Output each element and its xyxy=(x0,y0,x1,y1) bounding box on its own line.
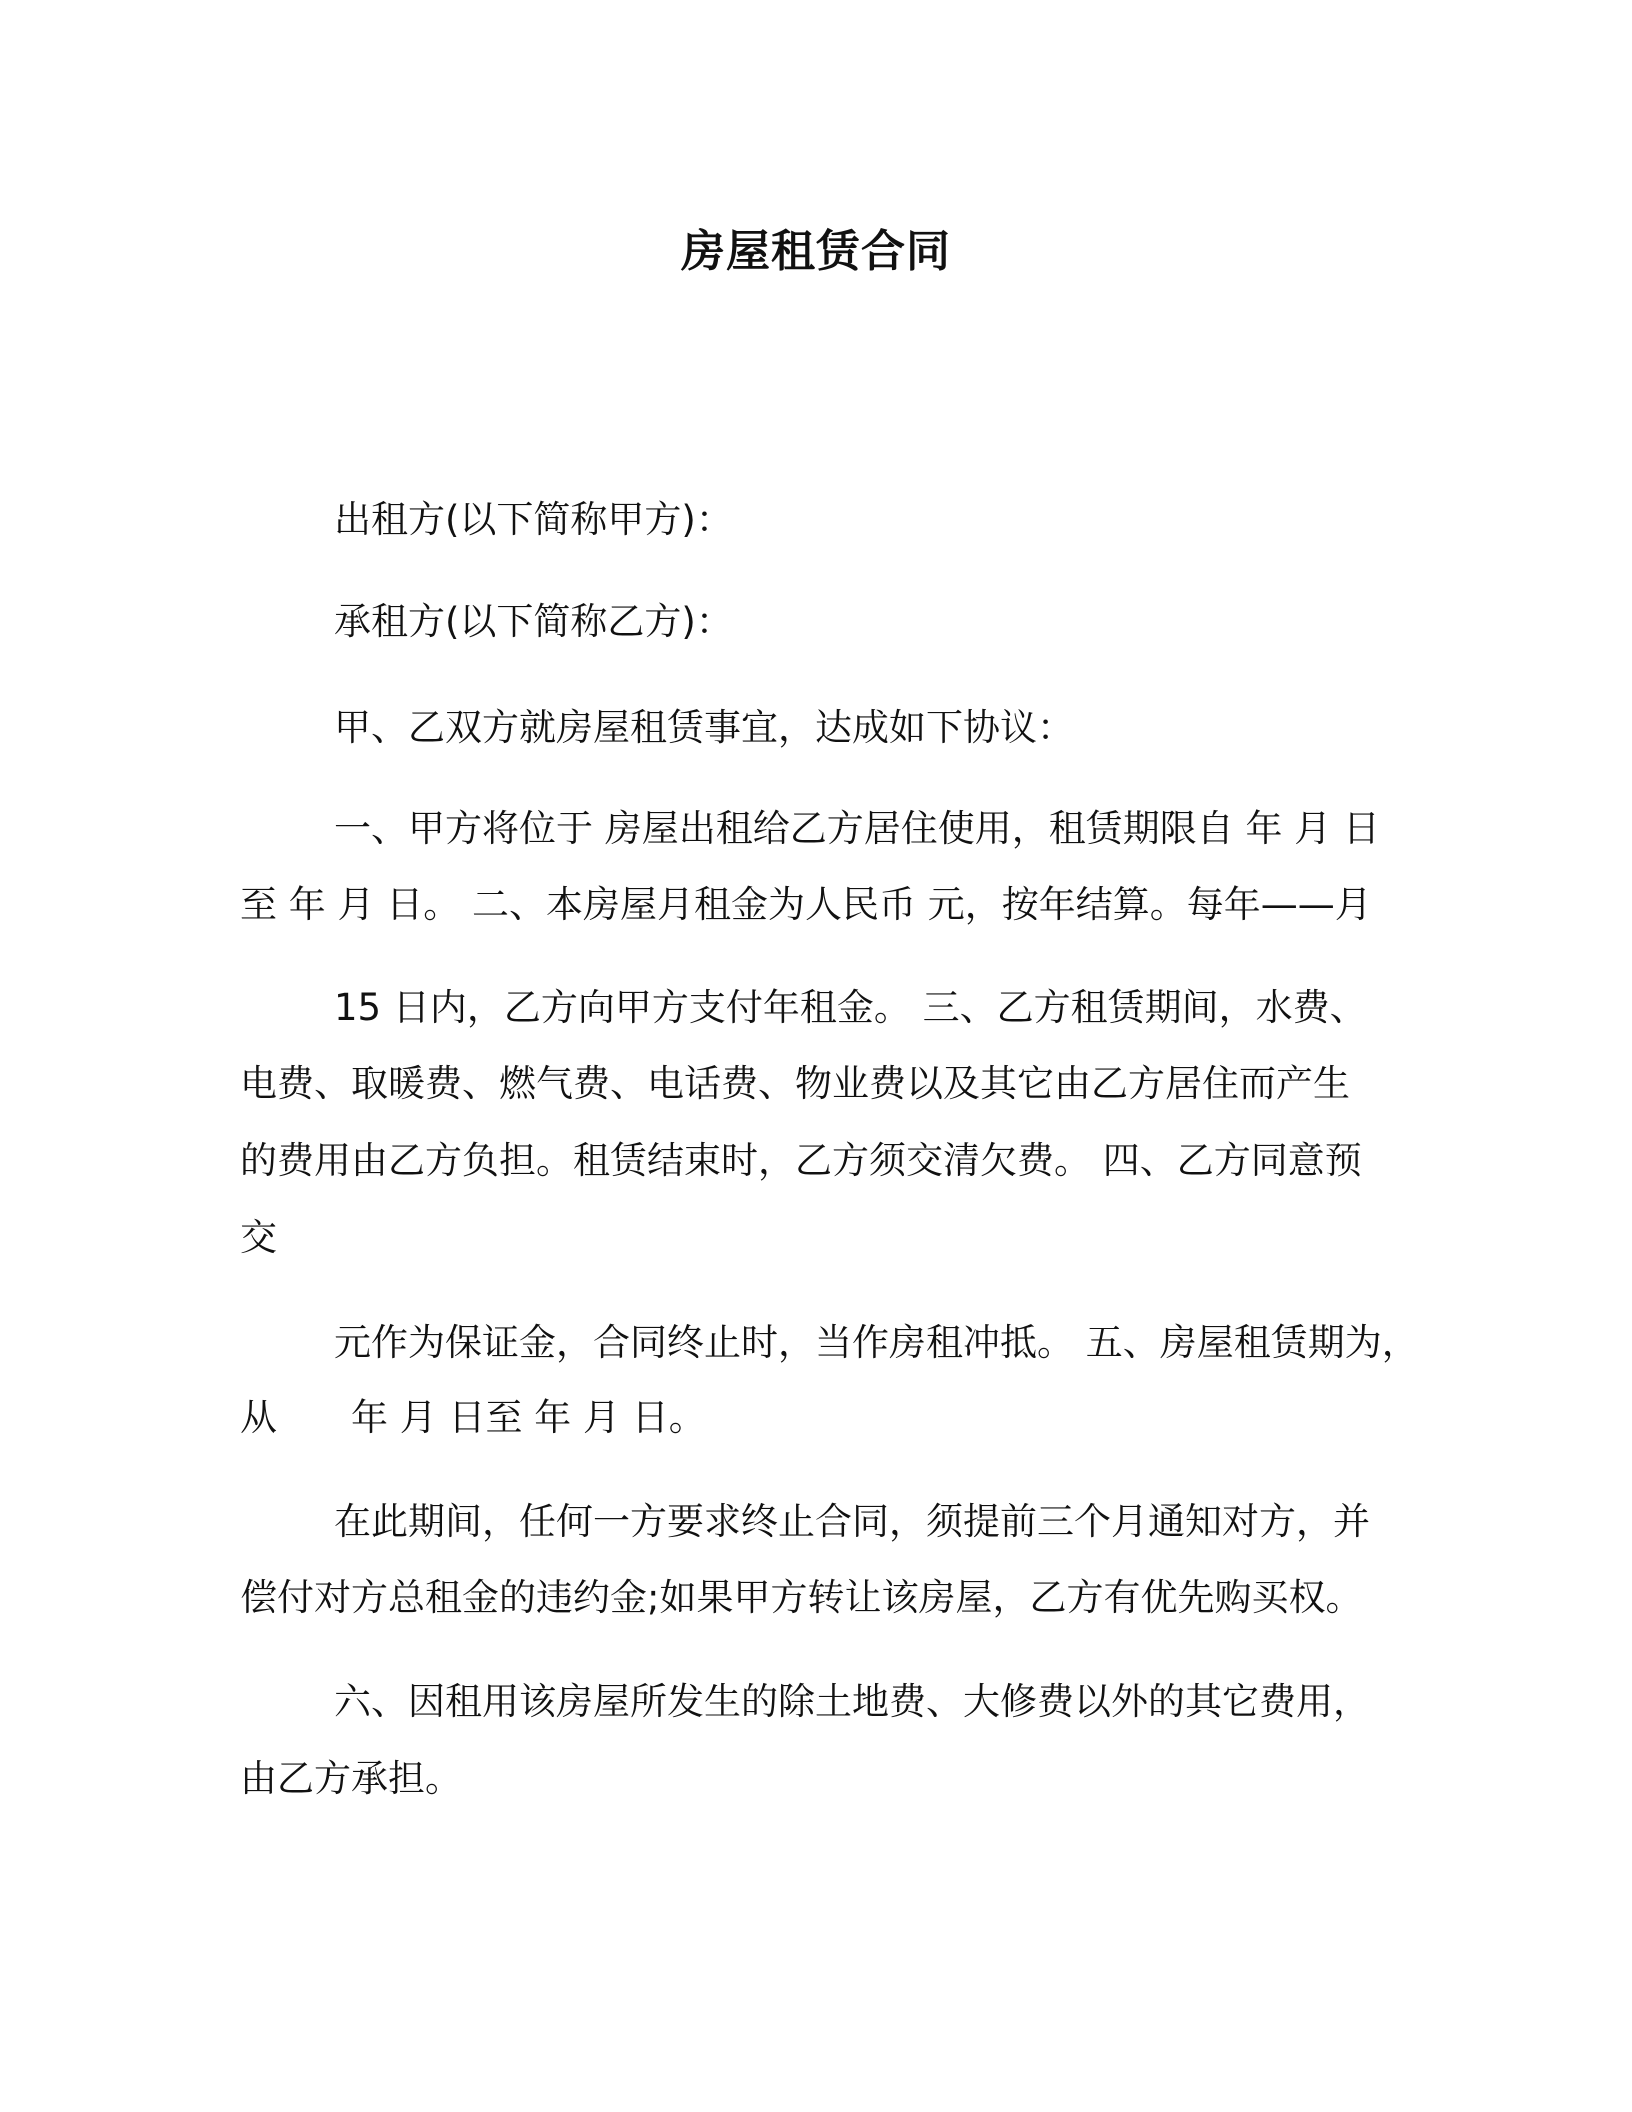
document-title: 房屋租赁合同 xyxy=(681,226,951,277)
clause-line: 交 xyxy=(240,1216,277,1259)
clause-line: 偿付对方总租金的违约金;如果甲方转让该房屋，乙方有优先购买权。 xyxy=(240,1576,1363,1619)
lessee-line: 承租方(以下简称乙方)： xyxy=(334,600,733,643)
clause-line: 由乙方承担。 xyxy=(240,1757,462,1800)
clause-line: 六、因租用该房屋所发生的除土地费、大修费以外的其它费用， xyxy=(334,1680,1370,1723)
clause-line: 元作为保证金，合同终止时，当作房租冲抵。 五、房屋租赁期为， xyxy=(334,1321,1419,1364)
clause-line: 的费用由乙方负担。租赁结束时，乙方须交清欠费。 四、乙方同意预 xyxy=(240,1139,1362,1182)
clause-line: 至 年 月 日。 二、本房屋月租金为人民币 元，按年结算。每年——月 xyxy=(240,883,1372,926)
clause-line: 电费、取暖费、燃气费、电话费、物业费以及其它由乙方居住而产生 xyxy=(240,1062,1350,1105)
clause-line: 从 年 月 日至 年 月 日。 xyxy=(240,1396,706,1439)
clause-line: 15 日内，乙方向甲方支付年租金。 三、乙方租赁期间，水费、 xyxy=(334,986,1367,1029)
clause-line: 在此期间，任何一方要求终止合同，须提前三个月通知对方，并 xyxy=(334,1500,1370,1543)
agreement-intro: 甲、乙双方就房屋租赁事宜，达成如下协议： xyxy=(334,706,1074,749)
lessor-line: 出租方(以下简称甲方)： xyxy=(334,498,733,541)
clause-line: 一、甲方将位于 房屋出租给乙方居住使用，租赁期限自 年 月 日 xyxy=(334,807,1381,850)
